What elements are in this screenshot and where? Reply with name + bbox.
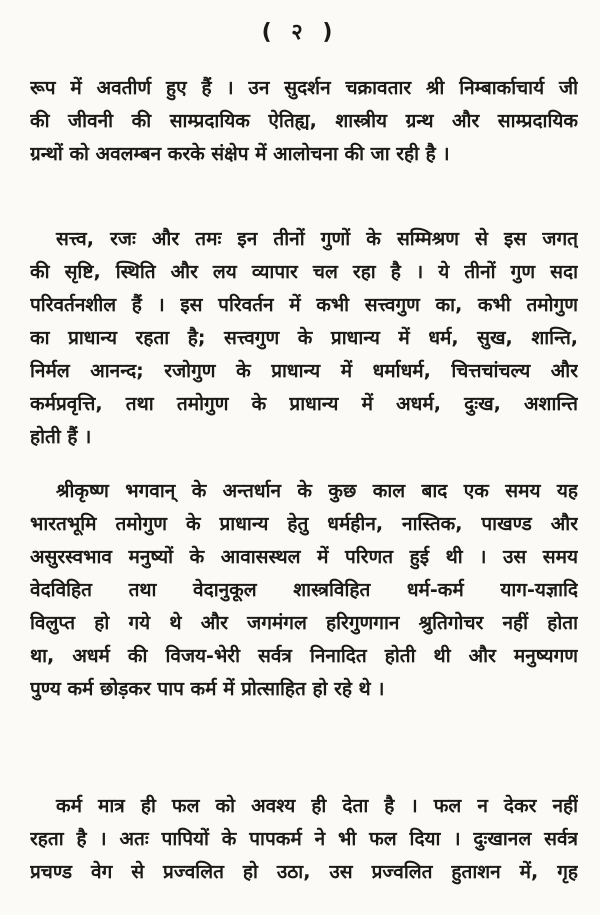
text-line: प्रचण्ड वेग से प्रज्वलित हो उठा, उस प्रज्वलित हुताशन में, गृह bbox=[30, 861, 578, 883]
paragraph-3 bbox=[30, 475, 578, 706]
text-line: कर्म मात्र ही फल को अवश्य ही देता है । फल न देकर नहीं bbox=[56, 795, 578, 817]
text-line: ग्रन्थों को अवलम्बन करके संक्षेप में आलोचना की जा रही है । bbox=[30, 143, 450, 165]
text-line: था, अधर्म की विजय-भेरी सर्वत्र निनादित होती थी और मनुष्यगण bbox=[30, 645, 578, 667]
text-line: भारतभूमि तमोगुण के प्राधान्य हेतु धर्महीन, नास्तिक, पाखण्ड और bbox=[30, 513, 578, 535]
text-line: की जीवनी की साम्प्रदायिक ऐतिह्य, शास्त्रीय ग्रन्थ और साम्प्रदायिक bbox=[30, 110, 578, 132]
text-line: रूप में अवतीर्ण हुए हैं । उन सुदर्शन चक्रावतार श्री निम्बार्काचार्य जी bbox=[30, 77, 578, 99]
text-line: का प्राधान्य रहता है; सत्त्वगुण के प्राधान्य में धर्म, सुख, शान्ति, bbox=[30, 327, 578, 349]
text-line: वेदविहित तथा वेदानुकूल शास्त्रविहित धर्म-कर्म याग-यज्ञादि bbox=[30, 579, 578, 601]
page-number: ( २ ) bbox=[261, 20, 339, 45]
text-line: की सृष्टि, स्थिति और लय व्यापार चल रहा है । ये तीनों गुण सदा bbox=[30, 261, 578, 283]
text-line: असुरस्वभाव मनुष्यों के आवासस्थल में परिणत हुई थी । उस समय bbox=[30, 546, 578, 568]
text-line: होती हैं । bbox=[30, 426, 92, 448]
text-line: सत्त्व, रजः और तमः इन तीनों गुणों के सम्मिश्रण से इस जगत् bbox=[56, 228, 578, 250]
text-line: विलुप्त हो गये थे और जगमंगल हरिगुणगान श्रुतिगोचर नहीं होता bbox=[30, 612, 578, 634]
paragraph-4 bbox=[30, 790, 578, 889]
text-line: रहता है । अतः पापियों के पापकर्म ने भी फल दिया । दुःखानल सर्वत्र bbox=[30, 828, 578, 850]
text-line: कर्मप्रवृत्ति, तथा तमोगुण के प्राधान्य में अधर्म, दुःख, अशान्ति bbox=[30, 393, 578, 415]
text-line: निर्मल आनन्द; रजोगुण के प्राधान्य में धर्माधर्म, चित्तचांचल्य और bbox=[30, 360, 578, 382]
text-line: परिवर्तनशील हैं । इस परिवर्तन में कभी सत्त्वगुण का, कभी तमोगुण bbox=[30, 294, 578, 316]
text-line: पुण्य कर्म छोड़कर पाप कर्म में प्रोत्साहित हो रहे थे । bbox=[30, 678, 385, 700]
paragraph-2 bbox=[30, 223, 578, 454]
text-line: श्रीकृष्ण भगवान् के अन्तर्धान के कुछ काल बाद एक समय यह bbox=[56, 480, 578, 502]
paragraph-1 bbox=[30, 72, 578, 171]
